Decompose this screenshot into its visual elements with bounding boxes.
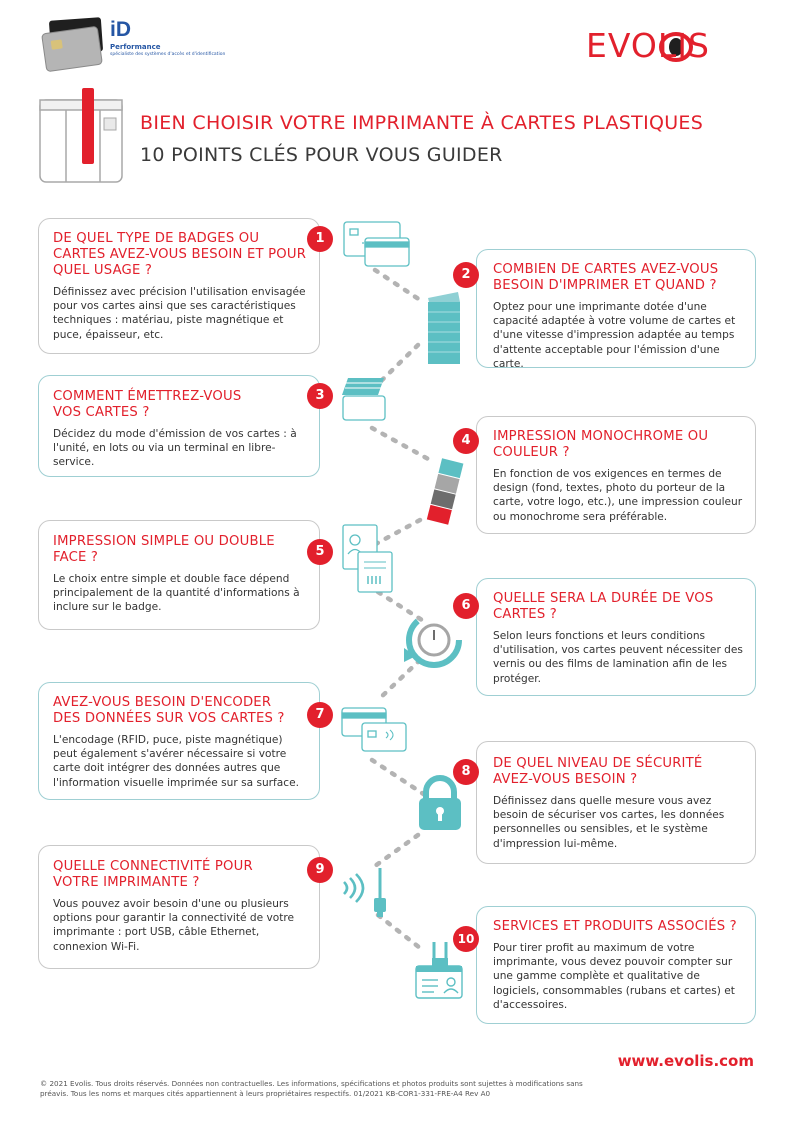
encoding-cards-icon (342, 708, 406, 751)
point-title: IMPRESSION SIMPLE OU DOUBLE FACE ? (53, 534, 275, 565)
point-number-10: 10 (453, 926, 479, 952)
printer-icon (40, 88, 122, 182)
point-title: QUELLE CONNECTIVITÉ POUR VOTRE IMPRIMANTE ? (53, 859, 253, 890)
connectivity-icon (344, 868, 386, 917)
point-text: Optez pour une imprimante dotée d'une capacité adaptée à votre volume de cartes et d'une vitesse d'impression adaptée au temps d'attente acceptable pour l'émission d'une carte. (493, 301, 736, 370)
point-card-2 (476, 249, 756, 368)
point-text: Définissez dans quelle mesure vous avez besoin de sécuriser vos cartes, les données personnelles ou sensibles, et le système d'impression lui-même. (493, 795, 725, 850)
point-text: En fonction de vos exigences en termes de design (fond, textes, photo du porteur de la carte, votre logo, etc.), une impression couleur ou monochrome sera préférable. (493, 468, 743, 523)
point-number-2: 2 (453, 262, 479, 288)
point-card-6 (476, 578, 756, 696)
point-number-4: 4 (453, 428, 479, 454)
point-number-9: 9 (307, 857, 333, 883)
idp-logo-sub: Performance (110, 43, 161, 51)
point-title: DE QUEL NIVEAU DE SÉCURITÉ AVEZ-VOUS BESOIN ? (493, 756, 703, 787)
point-title: AVEZ-VOUS BESOIN D'ENCODER DES DONNÉES SUR VOS CARTES ? (53, 695, 285, 726)
point-number-6: 6 (453, 593, 479, 619)
point-card-5 (38, 520, 320, 630)
card-stack-icon (428, 292, 460, 364)
point-text: Vous pouvez avoir besoin d'une ou plusieurs options pour garantir la connectivité de votre imprimante : port USB, câble Ethernet, connexion Wi-Fi. (53, 898, 295, 953)
point-title: DE QUEL TYPE DE BADGES OU CARTES AVEZ-VOUS BESOIN ET POUR QUEL USAGE ? (53, 231, 307, 278)
point-number-1: 1 (307, 226, 333, 252)
footer-legal-text: © 2021 Evolis. Tous droits réservés. Données non contractuelles. Les informations, spécifications et photos produits sont sujettes à modifications sans préavis. Tous les noms et marques cités appartiennent à leurs propriétaires respectifs. 01/2021 KB-COR1-331-FRE-A4 Rev A0 (40, 1079, 583, 1098)
idp-logo-tagline: spécialiste des systèmes d'accès et d'identification (110, 52, 226, 57)
point-card-1 (38, 218, 320, 354)
point-number-8: 8 (453, 759, 479, 785)
point-card-4 (476, 416, 756, 534)
dashed-connector (372, 270, 430, 948)
idp-cards-icon (42, 17, 103, 71)
page-title: BIEN CHOISIR VOTRE IMPRIMANTE À CARTES PLASTIQUES (140, 112, 704, 134)
point-number-7: 7 (307, 702, 333, 728)
evolis-logo (586, 26, 751, 65)
card-batch-icon (342, 378, 385, 420)
point-card-7 (38, 682, 320, 800)
point-number-3: 3 (307, 383, 333, 409)
point-card-8 (476, 741, 756, 864)
point-text: L'encodage (RFID, puce, piste magnétique) peut également s'avérer nécessaire si votre carte doit intégrer des données autres que l'information visuelle imprimée sur sa surface. (53, 734, 299, 789)
point-card-9 (38, 845, 320, 969)
color-swatch-icon (427, 458, 464, 524)
point-title: QUELLE SERA LA DURÉE DE VOS CARTES ? (493, 591, 714, 622)
point-text: Selon leurs fonctions et leurs conditions d'utilisation, vos cartes peuvent nécessiter des vernis ou des films de lamination afin de les protéger. (493, 630, 743, 685)
padlock-icon (419, 778, 461, 830)
point-title: COMBIEN DE CARTES AVEZ-VOUS BESOIN D'IMPRIMER ET QUAND ? (493, 262, 719, 293)
point-title: SERVICES ET PRODUITS ASSOCIÉS ? (493, 919, 737, 934)
cards-icon (344, 222, 409, 266)
page-subtitle: 10 POINTS CLÉS POUR VOUS GUIDER (140, 144, 503, 166)
point-title: COMMENT ÉMETTREZ-VOUS VOS CARTES ? (53, 389, 242, 420)
lanyard-badge-icon (416, 942, 462, 998)
durability-clock-icon (404, 615, 459, 665)
point-text: Pour tirer profit au maximum de votre imprimante, vous devez pouvoir compter sur une gamme complète et qualitative de logiciels, consommables (rubans et cartes) et d'accessoires. (493, 942, 735, 1011)
idp-logo: iD (110, 18, 131, 41)
point-text: Définissez avec précision l'utilisation envisagée pour vos cartes ainsi que ses caractéristiques techniques : matériau, piste magnétique et puce, épaisseur, etc. (53, 286, 306, 341)
point-number-5: 5 (307, 539, 333, 565)
point-text: Décidez du mode d'émission de vos cartes : à l'unité, en lots ou via un terminal en libre-service. (53, 428, 297, 469)
point-text: Le choix entre simple et double face dépend principalement de la quantité d'informations à inclure sur le badge. (53, 573, 300, 614)
point-title: IMPRESSION MONOCHROME OU COULEUR ? (493, 429, 709, 460)
evolis-logo-text: EVOLIS (586, 26, 710, 65)
footer-website-link[interactable]: www.evolis.com (617, 1052, 754, 1070)
id-card-double-icon (343, 525, 392, 592)
point-card-3 (38, 375, 320, 477)
point-card-10 (476, 906, 756, 1024)
